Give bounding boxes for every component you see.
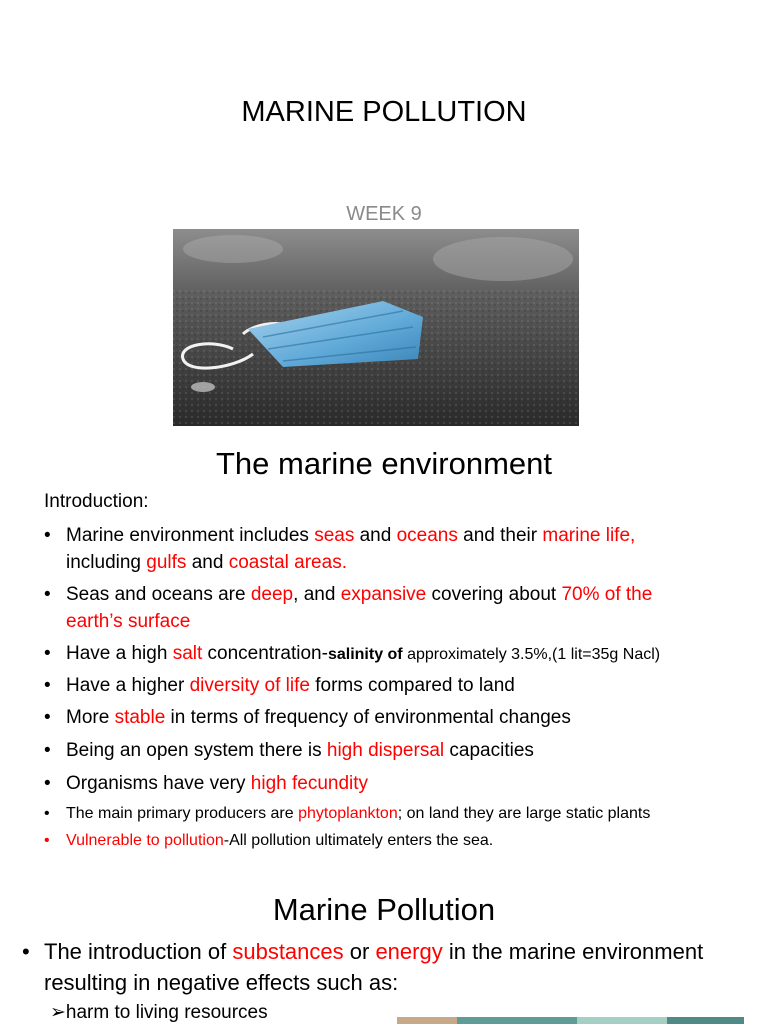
bullet-icon: • (44, 740, 51, 761)
bullet-icon: • (44, 805, 50, 822)
list-item: • The introduction of substances or energy in the marine environment resulting in negative effects such as: (22, 936, 762, 998)
list-item: • Being an open system there is high dispersal capacities (44, 737, 744, 764)
sub-list-item: ➢harm to living resources (50, 1002, 268, 1023)
list-item: • Seas and oceans are deep, and expansive covering about 70% of the earth’s surface (44, 581, 704, 635)
ocean-photo (397, 1014, 744, 1024)
bullet-icon: • (22, 939, 30, 964)
section-heading-marine-pollution: Marine Pollution (272, 892, 496, 927)
section-heading-marine-environment: The marine environment (216, 446, 552, 481)
list-item: • The main primary producers are phytoplankton; on land they are large static plants (44, 803, 744, 825)
arrow-bullet-icon: ➢ (50, 1002, 66, 1023)
bullet-icon: • (44, 643, 51, 664)
list-item: • Vulnerable to pollution-All pollution ultimately enters the sea. (44, 830, 744, 852)
list-item: • Organisms have very high fecundity (44, 770, 744, 797)
intro-label: Introduction: (44, 491, 149, 512)
list-item: • Marine environment includes seas and oceans and their marine life, including gulfs and coastal areas. (44, 522, 744, 576)
list-item: • Have a higher diversity of life forms compared to land (44, 672, 744, 699)
list-item: • Have a high salt concentration-salinity of approximately 3.5%,(1 lit=35g Nacl) (44, 640, 744, 668)
list-item: • More stable in terms of frequency of environmental changes (44, 704, 744, 731)
bullet-icon: • (44, 525, 51, 546)
bullet-icon: • (44, 584, 51, 605)
bullet-icon: • (44, 773, 51, 794)
bullet-icon: • (44, 675, 51, 696)
bullet-icon: • (44, 832, 50, 849)
slide-subtitle: WEEK 9 (346, 203, 422, 225)
slide-title: MARINE POLLUTION (241, 96, 527, 128)
bullet-icon: • (44, 707, 51, 728)
face-mask-photo (173, 229, 579, 426)
